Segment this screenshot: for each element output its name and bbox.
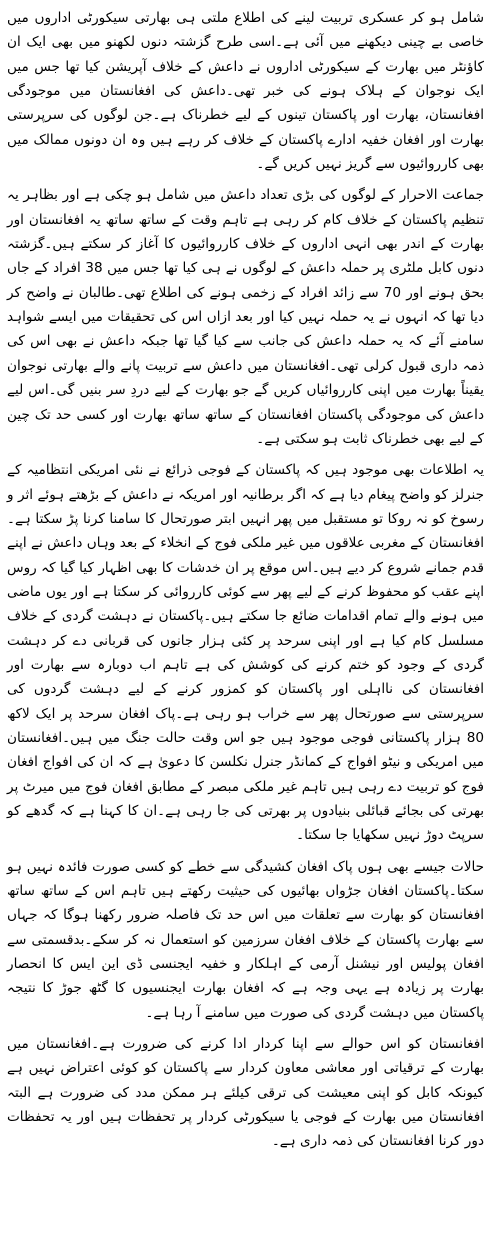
article-paragraph-4: حالات جیسے بھی ہوں پاک افغان کشیدگی سے خطے کو کسی صورت فائدہ نہیں ہو سکتا۔پاکستان افغان جڑواں بھائیوں کی حیثیت رکھتے ہیں تاہم اس کے ساتھ ساتھ افغانستان کو بھارت سے تعلقات میں اس حد تک فاصلہ ضرور رکھنا ہوگا کہ جہاں سے بھارت پاکستان کے خلاف افغان سرزمین کو استعمال نہ کر سکے۔بدقسمتی سے افغان پولیس اور نیشنل آرمی کے اہلکار و خفیہ ایجنسی ڈی این ایس کا انحصار بھارت پر زیادہ ہے یہی وجہ ہے کہ افغان بھارت ایجنسیوں کا گٹھ جوڑ کا نتیجہ پاکستان میں دہشت گردی کی صورت میں سامنے آ رہا ہے۔ [7, 858, 484, 1021]
article-paragraph-3: یہ اطلاعات بھی موجود ہیں کہ پاکستان کے فوجی ذرائع نے نئی امریکی انتظامیہ کے جنرلز کو واضح پیغام دیا ہے کہ اگر برطانیہ اور امریکہ نے داعش کے بڑھتے ہوئے اثر و رسوخ کو نہ روکا تو مستقبل میں پھر انہیں ابتر صورتحال کا سامنا کرنا پڑ سکتا ہے۔افغانستان کے مغربی علاقوں میں غیر ملکی فوج کے انخلاء کے بعد وہاں داعش نے اپنے قدم جمانے شروع کر دیے ہیں۔اس موقع پر ان خدشات کا بھی اظہار کیا گیا کہ روس اپنے عقب کو محفوظ کرنے کے لیے پھر سے کوئی کارروائی کر سکتا ہے اور یوں ماضی میں ہونے والے تمام اقدامات ضائع جا سکتے ہیں۔پاکستان نے دہشت گردی کے خلاف مسلسل کام کیا ہے اور اپنی سرحد پر کئی ہزار جانوں کی قربانی دے کر دہشت گردی کے وجود کو ختم کرنے کی کوشش کی ہے تاہم اب دوبارہ سے بھارت اور افغانستان کی نااہلی اور پاکستان کو کمزور کرنے کے لیے دہشت گردوں کی سرپرستی سے صورتحال پھر سے خراب ہو رہی ہے۔پاک افغان سرحد پر ایک لاکھ 80 ہزار پاکستانی فوجی موجود ہیں جو اس وقت حالت جنگ میں ہیں۔افغانستان میں امریکی و نیٹو افواج کے کمانڈر جنرل نکلسن کا دعویٰ ہے کہ ان کی افواج افغان فوج کو تربیت دے رہی ہیں تاہم غیر ملکی مبصر کے مطابق افغان فوج میں میرٹ پر بھرتی کی بجائے قبائلی بنیادوں پر بھرتی کی جا رہی ہے۔ان کا کہنا ہے کہ گدھے کو سرپٹ دوڑ نہیں سکھایا جا سکتا۔ [7, 462, 484, 844]
article-paragraph-1: شامل ہو کر عسکری تربیت لینے کی اطلاع ملتی ہی بھارتی سیکورٹی اداروں میں خاصی بے چینی دیکھنے میں آئی ہے۔اسی طرح گزشتہ دنوں لکھنو میں بھی ایک ان کاؤنٹر میں بھارت کے سیکورٹی اداروں نے داعش کے خلاف آپریشن کیا تھا جس میں ایک نوجوان کے ہلاک ہونے کی خبر تھی۔داعش کی افغانستان میں موجودگی افغانستان، بھارت اور پاکستان تینوں کے لیے خطرناک ہے۔جن لوگوں کی سرپرستی بھارت اور افغان خفیہ ادارے پاکستان کے خلاف کر رہے ہیں وہ ان دونوں ممالک میں بھی کارروائیوں سے گریز نہیں کریں گے۔ [7, 10, 484, 173]
article-body [7, 6, 484, 1154]
article-paragraph-5: افغانستان کو اس حوالے سے اپنا کردار ادا کرنے کی ضرورت ہے۔افغانستان میں بھارت کے ترقیاتی اور معاشی معاون کردار سے پاکستان کو کوئی اعتراض نہیں ہے کیونکہ کابل کو اپنی معیشت کی ترقی کیلئے ہر ممکن مدد کی ضرورت ہے البتہ افغانستان میں بھارت کے فوجی یا سیکورٹی کردار پر تحفظات ہیں اور یہ تحفظات دور کرنا افغانستان کی ذمہ داری ہے۔ [7, 1036, 484, 1150]
article-paragraph-2: جماعت الاحرار کے لوگوں کی بڑی تعداد داعش میں شامل ہو چکی ہے اور بظاہر یہ تنظیم پاکستان کے خلاف کام کر رہی ہے تاہم وقت کے ساتھ ساتھ یہ افغانستان اور بھارت کے اندر بھی انہی اداروں کے خلاف کارروائیوں کا آغاز کر سکتے ہیں۔گزشتہ دنوں کابل ملٹری پر حملہ داعش کے لوگوں نے ہی کیا تھا جس میں 38 افراد کے جاں بحق ہونے اور 70 سے زائد افراد کے زخمی ہونے کی اطلاع تھی۔طالبان نے واضح کر دیا تھا کہ انہوں نے یہ حملہ نہیں کیا اور بعد ازاں اس کی تحقیقات میں ایسے شواہد سامنے آئے کہ یہ حملہ داعش کی جانب سے کیا گیا تھا جبکہ داعش نے بھی اس کی ذمہ داری قبول کرلی تھی۔افغانستان میں داعش سے تربیت پانے والے بھارتی نوجوان یقیناً بھارت میں اپنی کارروائیاں کریں گے جو بھارت کے لیے دردِ سر بنیں گی۔اس لیے داعش کی موجودگی پاکستان افغانستان کے ساتھ ساتھ بھارت اور کسی حد تک چین کے لیے بھی خطرناک ثابت ہو سکتی ہے۔ [7, 187, 484, 447]
